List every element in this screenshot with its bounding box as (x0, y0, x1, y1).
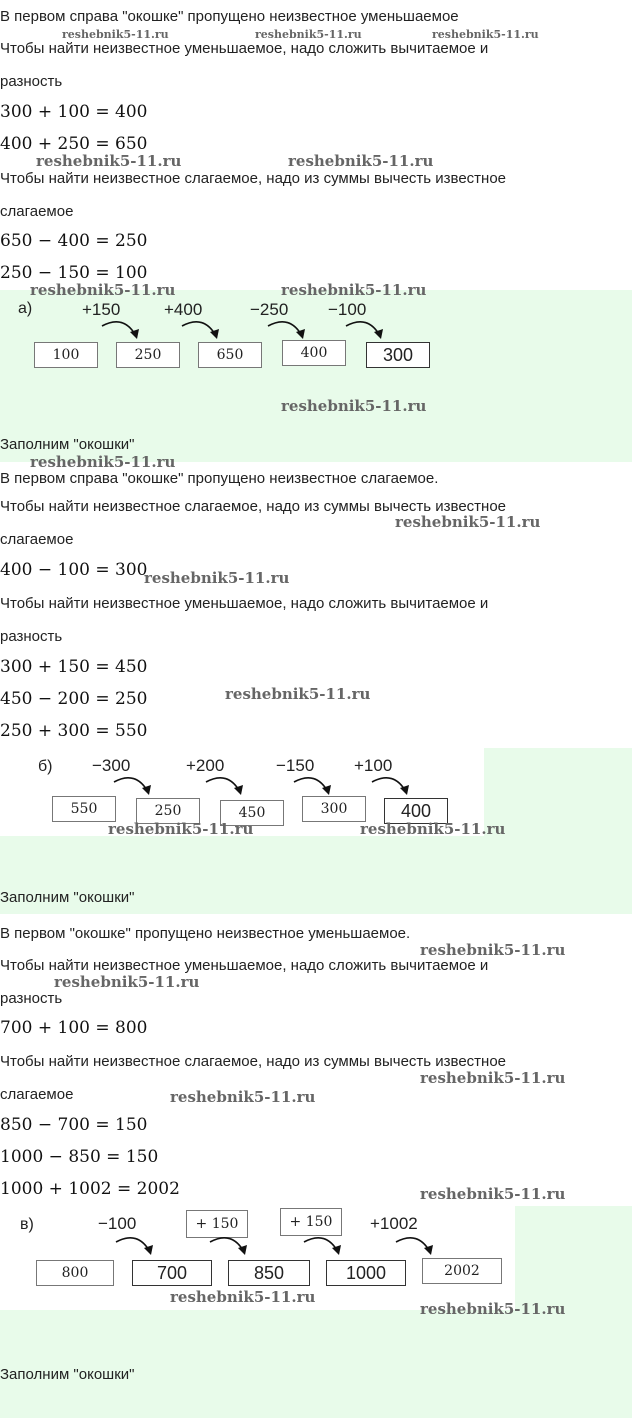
equation: 250 + 300 = 550 (0, 721, 148, 741)
watermark: reshebnik5-11.ru (420, 1300, 566, 1318)
watermark: reshebnik5-11.ru (62, 28, 169, 41)
watermark: reshebnik5-11.ru (281, 397, 427, 415)
operation-label: +100 (354, 756, 393, 775)
watermark: reshebnik5-11.ru (170, 1288, 316, 1306)
watermark: reshebnik5-11.ru (36, 152, 182, 170)
number-box: 550 (52, 796, 116, 822)
text-line: Чтобы найти неизвестное слагаемое, надо из суммы вычесть известное (0, 170, 507, 187)
equation: 1000 − 850 = 150 (0, 1147, 159, 1167)
text-line: разность (0, 73, 63, 90)
equation: 300 + 100 = 400 (0, 102, 148, 122)
curved-arrow-icon (302, 1234, 346, 1260)
number-box: 400 (384, 798, 448, 824)
text-line: В первом справа "окошке" пропущено неизвестное слагаемое. (0, 470, 439, 487)
text-line: Чтобы найти неизвестное слагаемое, надо из суммы вычесть известное (0, 498, 507, 515)
watermark: reshebnik5-11.ru (420, 1069, 566, 1087)
text-line: слагаемое (0, 1086, 74, 1103)
operation-label: −300 (92, 756, 131, 775)
equation: 1000 + 1002 = 2002 (0, 1179, 180, 1199)
watermark: reshebnik5-11.ru (30, 453, 176, 471)
number-box: 800 (36, 1260, 114, 1286)
text-line: Чтобы найти неизвестное уменьшаемое, надо сложить вычитаемое и (0, 957, 489, 974)
operation-box: + 150 (186, 1210, 248, 1238)
text-line: Чтобы найти неизвестное слагаемое, надо из суммы вычесть известное (0, 1053, 507, 1070)
operation-label: +1002 (370, 1214, 418, 1233)
watermark: reshebnik5-11.ru (288, 152, 434, 170)
text-line: слагаемое (0, 203, 74, 220)
text-line: разность (0, 628, 63, 645)
watermark: reshebnik5-11.ru (225, 685, 371, 703)
curved-arrow-icon (370, 774, 414, 800)
curved-arrow-icon (394, 1234, 438, 1260)
number-box: 700 (132, 1260, 212, 1286)
equation: 650 − 400 = 250 (0, 231, 148, 251)
number-box: 450 (220, 800, 284, 826)
number-box: 1000 (326, 1260, 406, 1286)
diagram-label: б) (38, 758, 53, 775)
equation: 850 − 700 = 150 (0, 1115, 148, 1135)
curved-arrow-icon (180, 318, 224, 344)
watermark: reshebnik5-11.ru (281, 281, 427, 299)
watermark: reshebnik5-11.ru (432, 28, 539, 41)
diagram-label: а) (18, 300, 33, 317)
curved-arrow-icon (114, 1234, 158, 1260)
operation-label: +150 (82, 300, 121, 319)
number-box: 250 (136, 798, 200, 824)
text-line: слагаемое (0, 531, 74, 548)
watermark: reshebnik5-11.ru (54, 973, 200, 991)
watermark: reshebnik5-11.ru (420, 941, 566, 959)
equation: 400 − 100 = 300 (0, 560, 148, 580)
watermark: reshebnik5-11.ru (144, 569, 290, 587)
number-box: 300 (302, 796, 366, 822)
number-box: 650 (198, 342, 262, 368)
watermark: reshebnik5-11.ru (255, 28, 362, 41)
watermark: reshebnik5-11.ru (420, 1185, 566, 1203)
operation-label: −100 (98, 1214, 137, 1233)
diagram-label: в) (20, 1216, 34, 1233)
number-box: 400 (282, 340, 346, 366)
fill-instruction: Заполним "окошки" (0, 436, 135, 453)
curved-arrow-icon (208, 1234, 252, 1260)
fill-instruction: Заполним "окошки" (0, 889, 135, 906)
text-line: Чтобы найти неизвестное уменьшаемое, надо сложить вычитаемое и (0, 40, 489, 57)
curved-arrow-icon (204, 774, 248, 800)
text-line: разность (0, 990, 63, 1007)
operation-label: +400 (164, 300, 203, 319)
watermark: reshebnik5-11.ru (170, 1088, 316, 1106)
operation-box: + 150 (280, 1208, 342, 1236)
watermark: reshebnik5-11.ru (30, 281, 176, 299)
equation: 450 − 200 = 250 (0, 689, 148, 709)
operation-label: −250 (250, 300, 289, 319)
equation: 700 + 100 = 800 (0, 1018, 148, 1038)
equation: 300 + 150 = 450 (0, 657, 148, 677)
curved-arrow-icon (100, 318, 144, 344)
text-line: Чтобы найти неизвестное уменьшаемое, надо сложить вычитаемое и (0, 595, 489, 612)
equation: 400 + 250 = 650 (0, 134, 148, 154)
equation: 250 − 150 = 100 (0, 263, 148, 283)
operation-label: −150 (276, 756, 315, 775)
operation-label: −100 (328, 300, 367, 319)
fill-instruction: Заполним "окошки" (0, 1366, 135, 1383)
text-line: В первом "окошке" пропущено неизвестное уменьшаемое. (0, 925, 411, 942)
number-box: 250 (116, 342, 180, 368)
number-box: 300 (366, 342, 430, 368)
watermark: reshebnik5-11.ru (395, 513, 541, 531)
curved-arrow-icon (112, 774, 156, 800)
watermark: reshebnik5-11.ru (360, 820, 506, 838)
operation-label: +200 (186, 756, 225, 775)
number-box: 850 (228, 1260, 310, 1286)
number-box: 2002 (422, 1258, 502, 1284)
watermark: reshebnik5-11.ru (108, 820, 254, 838)
text-line: В первом справа "окошке" пропущено неизвестное уменьшаемое (0, 8, 459, 25)
curved-arrow-icon (344, 318, 388, 344)
number-box: 100 (34, 342, 98, 368)
